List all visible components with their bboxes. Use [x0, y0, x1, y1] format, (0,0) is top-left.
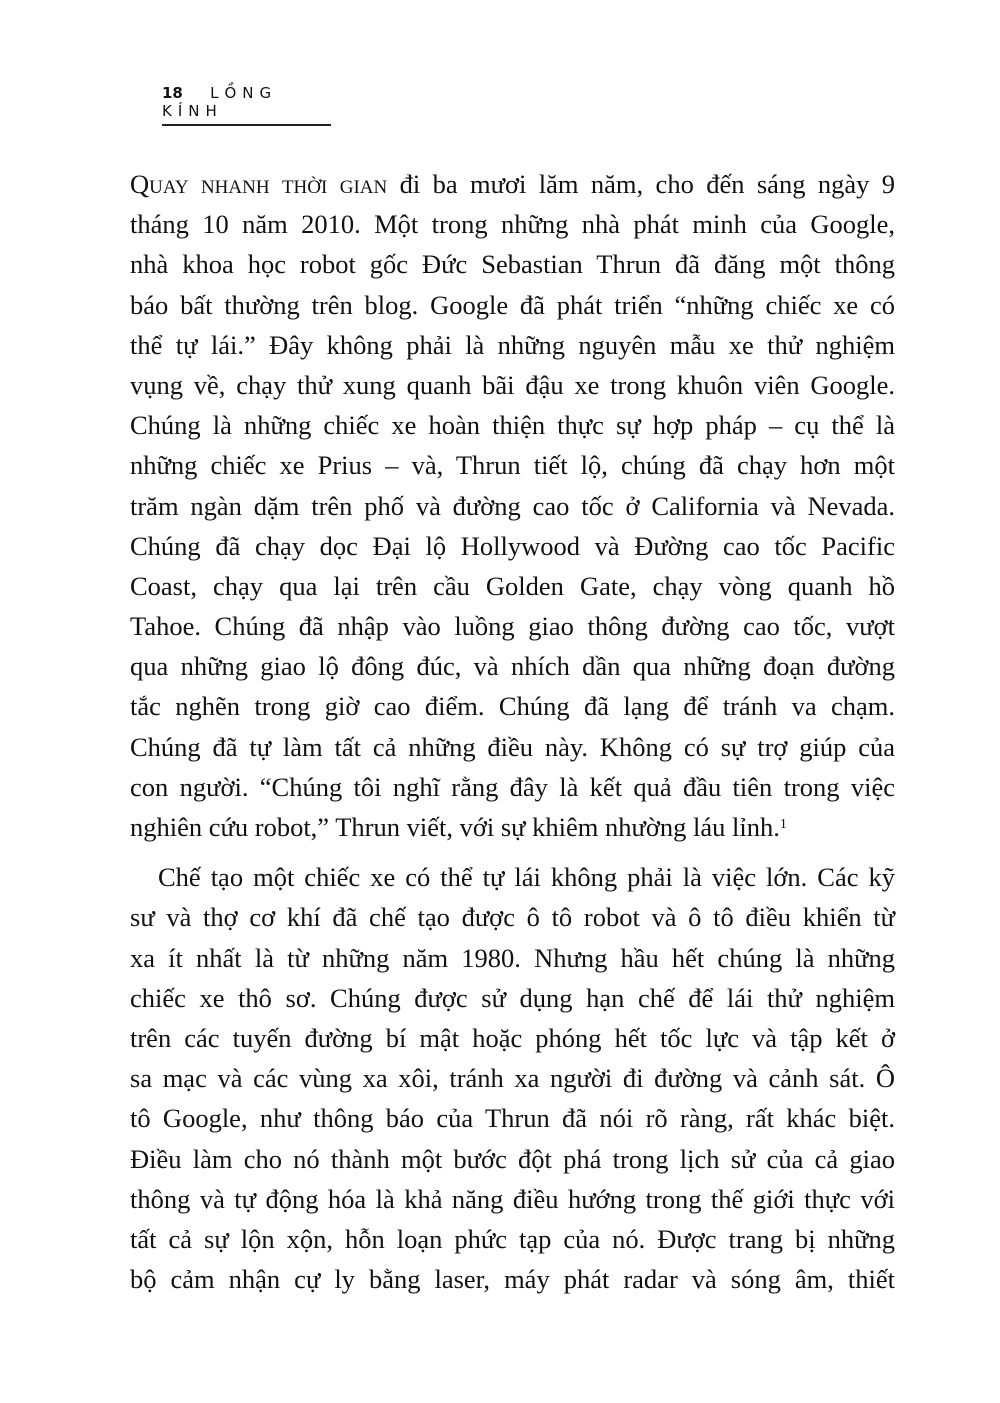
- running-title: LỒNG KÍNH: [162, 84, 278, 120]
- text-line: Quay nhanh thời gian đi ba mươi lăm năm, cho đến sáng ngày 9: [130, 169, 895, 199]
- text-line: con người. “Chúng tôi nghĩ rằng đây là kết quả đầu tiên trong việc: [130, 771, 895, 802]
- text-line: Chế tạo một chiếc xe có thể tự lái không phải là việc lớn. Các kỹ: [158, 862, 895, 893]
- text-line: trăm ngàn dặm trên phố và đường cao tốc ở California và Nevada.: [130, 490, 895, 521]
- page-number: 18: [162, 84, 183, 102]
- text-line: trên các tuyến đường bí mật hoặc phóng hết tốc lực và tập kết ở: [130, 1022, 895, 1053]
- text-line: bộ cảm nhận cự ly bằng laser, máy phát radar và sóng âm, thiết: [130, 1264, 895, 1295]
- text-line: sa mạc và các vùng xa xôi, tránh xa người đi đường và cảnh sát. Ô: [130, 1063, 895, 1094]
- text-line: thể tự lái.” Đây không phải là những nguyên mẫu xe thử nghiệm: [130, 329, 895, 360]
- text-line: Chúng đã chạy dọc Đại lộ Hollywood và Đường cao tốc Pacific: [130, 530, 895, 561]
- paragraph-1: [130, 164, 895, 847]
- text-line: Điều làm cho nó thành một bước đột phá trong lịch sử của cả giao: [130, 1143, 895, 1174]
- text-line: thông và tự động hóa là khả năng điều hướng trong thế giới thực với: [130, 1183, 895, 1214]
- body-text: [130, 164, 895, 1299]
- text-line: nghiên cứu robot,” Thrun viết, với sự khiêm nhường láu lỉnh.$^1$: [130, 812, 787, 842]
- lead-in-small-caps: Quay nhanh thời gian: [130, 169, 388, 199]
- text-line: Coast, chạy qua lại trên cầu Golden Gate, chạy vòng quanh hồ: [130, 570, 895, 601]
- text-line: xa ít nhất là từ những năm 1980. Nhưng hầu hết chúng là những: [130, 942, 895, 973]
- footnote-marker[interactable]: 1: [779, 817, 787, 832]
- text-line: Chúng là những chiếc xe hoàn thiện thực sự hợp pháp – cụ thể là: [130, 410, 895, 441]
- text-line: báo bất thường trên blog. Google đã phát triển “những chiếc xe có: [130, 289, 895, 320]
- text-line: qua những giao lộ đông đúc, và nhích dần qua những đoạn đường: [130, 651, 895, 682]
- running-header: [162, 84, 331, 126]
- text-line: Chúng đã tự làm tất cả những điều này. Không có sự trợ giúp của: [130, 731, 895, 762]
- text-line: tháng 10 năm 2010. Một trong những nhà phát minh của Google,: [130, 209, 895, 240]
- text-line: tắc nghẽn trong giờ cao điểm. Chúng đã lạng để tránh va chạm.: [130, 691, 895, 722]
- text-line: nhà khoa học robot gốc Đức Sebastian Thrun đã đăng một thông: [130, 249, 895, 280]
- text-line: chiếc xe thô sơ. Chúng được sử dụng hạn chế để lái thử nghiệm: [130, 982, 895, 1013]
- text-line: tô Google, như thông báo của Thrun đã nói rõ ràng, rất khác biệt.: [130, 1103, 895, 1134]
- text-line: vụng về, chạy thử xung quanh bãi đậu xe trong khuôn viên Google.: [130, 369, 895, 400]
- text-line: sư và thợ cơ khí đã chế tạo được ô tô robot và ô tô điều khiển từ: [130, 902, 895, 933]
- paragraph-2: [130, 857, 895, 1299]
- text-line: tất cả sự lộn xộn, hỗn loạn phức tạp của nó. Được trang bị những: [130, 1223, 895, 1254]
- text-line: Tahoe. Chúng đã nhập vào luồng giao thông đường cao tốc, vượt: [130, 611, 895, 642]
- text-line: những chiếc xe Prius – và, Thrun tiết lộ, chúng đã chạy hơn một: [130, 450, 895, 481]
